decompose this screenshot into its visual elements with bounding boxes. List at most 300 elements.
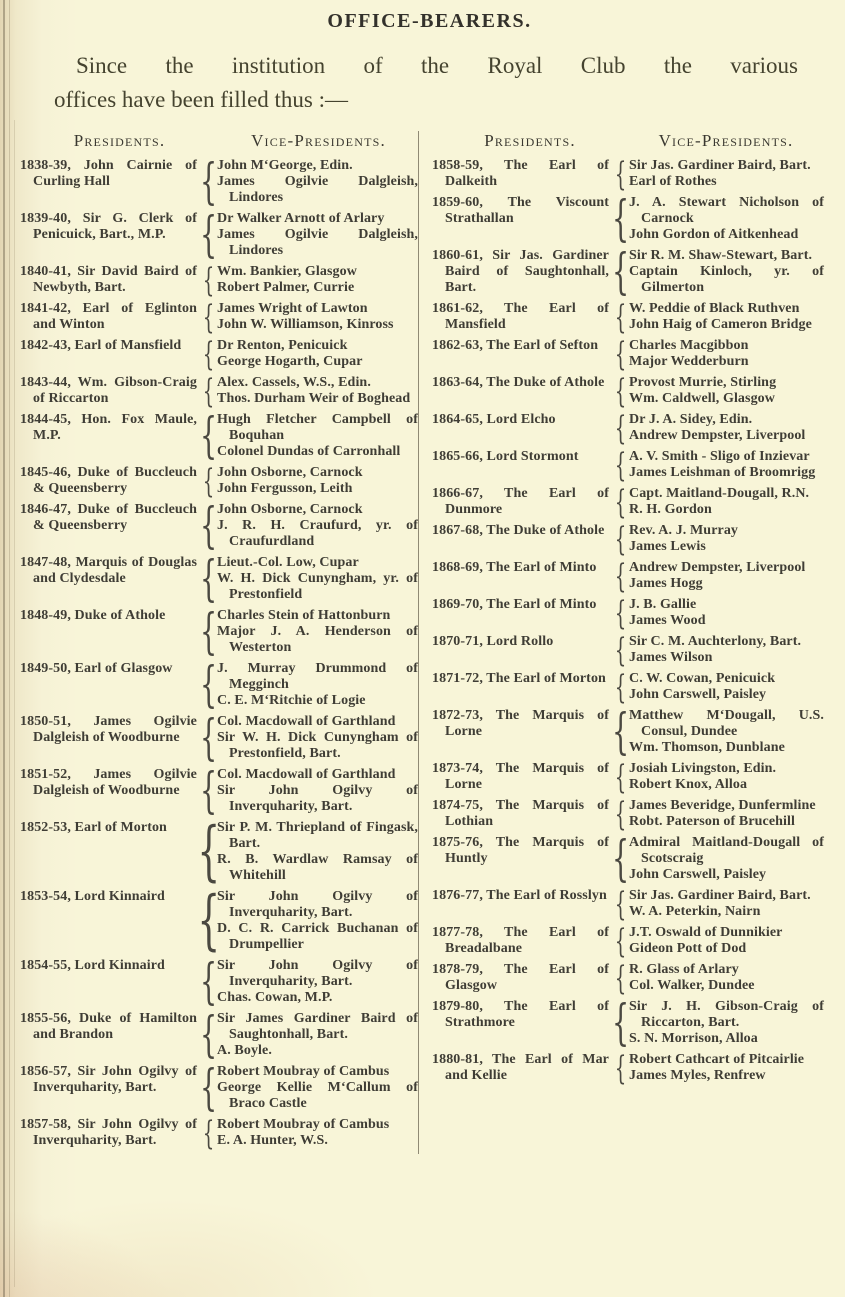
vice-president-name: Sir John Ogilvy of Inverquharity, Bart. <box>217 958 418 989</box>
president-cell: 1851-52, James Ogilvie Dalgleish of Woodburne <box>20 767 197 798</box>
table-row <box>432 408 824 447</box>
vice-president-list <box>215 555 418 603</box>
vice-president-name: Sir Jas. Gardiner Baird, Bart. <box>629 158 811 173</box>
brace-character: { <box>614 371 627 410</box>
vice-presidents-cell <box>199 953 418 1010</box>
brace-character: { <box>202 334 215 373</box>
brace-character: { <box>202 1113 215 1152</box>
vice-president-name: James Wilson <box>629 650 713 665</box>
president-cell: 1854-55, Lord Kinnaird <box>20 958 165 973</box>
table-row <box>20 709 418 766</box>
table-row <box>20 407 418 464</box>
president-cell: 1845-46, Duke of Buccleuch & Queensberry <box>20 465 197 496</box>
vice-president-name: Sir John Ogilvy of Inverquharity, Bart. <box>217 889 418 920</box>
vice-presidents-cell <box>614 757 824 796</box>
vice-presidents-cell <box>199 550 418 607</box>
vice-presidents-cell <box>614 371 824 410</box>
vice-president-list <box>627 962 824 994</box>
page-edge-line <box>9 0 10 1297</box>
vice-president-list <box>215 767 418 815</box>
vice-president-name: James Ogilvie Dalgleish, Lindores <box>217 227 418 258</box>
brace-character: { <box>611 703 630 760</box>
vice-presidents-cell <box>611 994 824 1051</box>
table-row <box>20 371 418 410</box>
vice-president-list <box>215 714 418 762</box>
table-row <box>20 1113 418 1152</box>
brace-glyph <box>614 371 627 410</box>
intro-paragraph <box>54 49 798 117</box>
vice-president-list <box>627 195 824 243</box>
vice-president-list <box>627 560 824 592</box>
table-row <box>432 1048 824 1087</box>
president-cell: 1856-57, Sir John Ogilvy of Inverquharity, Bart. <box>20 1064 197 1095</box>
brace-character: { <box>202 260 215 299</box>
president-cell: 1869-70, The Earl of Minto <box>432 597 597 612</box>
vice-president-name: John M‘George, Edin. <box>217 158 353 173</box>
vice-president-name: C. E. M‘Ritchie of Logie <box>217 693 366 708</box>
brace-character: { <box>202 461 215 500</box>
vice-president-list <box>215 889 418 953</box>
vice-presidents-header: Vice-Presidents. <box>251 131 386 150</box>
vice-president-list <box>215 465 418 497</box>
president-cell: 1850-51, James Ogilvie Dalgleish of Woodburne <box>20 714 197 745</box>
vice-president-list <box>627 761 824 793</box>
vice-presidents-cell <box>614 334 824 373</box>
vice-president-name: Sir James Gardiner Baird of Saughtonhall, Bart. <box>217 1011 418 1042</box>
president-cell: 1840-41, Sir David Baird of Newbyth, Bart. <box>20 264 197 295</box>
vice-president-name: Major J. A. Henderson of Westerton <box>217 624 418 655</box>
vice-presidents-cell <box>199 1006 418 1063</box>
vice-presidents-cell <box>614 556 824 595</box>
intro-line-2: offices have been filled thus :— <box>54 87 349 112</box>
brace-glyph <box>202 334 215 373</box>
vice-president-name: James Myles, Renfrew <box>629 1068 766 1083</box>
brace-character: { <box>199 153 218 210</box>
brace-glyph <box>611 703 630 760</box>
vice-presidents-cell <box>199 603 418 660</box>
president-cell: 1866-67, The Earl of Dunmore <box>432 486 609 517</box>
vice-president-name: Colonel Dundas of Carronhall <box>217 444 401 459</box>
brace-character: { <box>199 407 218 464</box>
brace-character: { <box>614 556 627 595</box>
right-column-headers <box>432 131 824 151</box>
vice-president-name: John Carswell, Paisley <box>629 687 767 702</box>
vice-president-list <box>627 486 824 518</box>
president-cell: 1861-62, The Earl of Mansfield <box>432 301 609 332</box>
vice-presidents-cell <box>197 883 418 958</box>
vice-president-name: R. H. Gordon <box>629 502 712 517</box>
brace-glyph <box>611 994 630 1051</box>
vice-president-name: J. Murray Drummond of Megginch <box>217 661 418 692</box>
page-edge-line <box>3 0 5 1297</box>
vice-president-name: Josiah Livingston, Edin. <box>629 761 777 776</box>
brace-character: { <box>614 667 627 706</box>
brace-character: { <box>199 1059 218 1116</box>
vice-president-list <box>627 248 824 296</box>
table-row <box>432 994 824 1051</box>
brace-glyph <box>611 190 630 247</box>
brace-glyph <box>202 260 215 299</box>
president-cell: 1859-60, The Viscount Strathallan <box>432 195 609 226</box>
brace-character: { <box>199 709 218 766</box>
president-cell: 1876-77, The Earl of Rosslyn <box>432 888 607 903</box>
intro-line-1: Since the institution of the Royal Club the various <box>76 53 798 78</box>
vice-presidents-cell <box>614 593 824 632</box>
president-cell: 1848-49, Duke of Athole <box>20 608 166 623</box>
vice-president-name: Sir John Ogilvy of Inverquharity, Bart. <box>217 783 418 814</box>
vice-president-name: Robt. Paterson of Brucehill <box>629 814 796 829</box>
brace-glyph <box>199 656 218 713</box>
vice-president-name: Thos. Durham Weir of Boghead <box>217 391 411 406</box>
president-cell: 1875-76, The Marquis of Huntly <box>432 835 609 866</box>
vice-president-list <box>627 835 824 883</box>
vice-president-name: John Carswell, Paisley <box>629 867 767 882</box>
presidents-header: Presidents. <box>484 131 576 150</box>
vice-president-name: Dr J. A. Sidey, Edin. <box>629 412 753 427</box>
brace-character: { <box>202 297 215 336</box>
vice-president-name: Chas. Cowan, M.P. <box>217 990 333 1005</box>
brace-character: { <box>199 953 218 1010</box>
vice-presidents-cell <box>199 709 418 766</box>
right-rows <box>432 154 824 1087</box>
table-row <box>20 953 418 1010</box>
vice-president-list <box>215 820 418 884</box>
brace-character: { <box>199 1006 218 1063</box>
brace-glyph <box>202 297 215 336</box>
vice-president-list <box>627 449 824 481</box>
vice-president-name: Col. Macdowall of Garthland <box>217 714 396 729</box>
brace-glyph <box>614 297 627 336</box>
vice-president-list <box>627 708 824 756</box>
president-cell: 1878-79, The Earl of Glasgow <box>432 962 609 993</box>
brace-character: { <box>197 883 220 958</box>
vice-presidents-cell <box>611 190 824 247</box>
left-table-half <box>20 131 418 1154</box>
vice-president-list <box>215 264 418 296</box>
brace-character: { <box>199 762 218 819</box>
president-cell: 1864-65, Lord Elcho <box>432 412 556 427</box>
vice-president-name: W. H. Dick Cunyngham, yr. of Prestonfield <box>217 571 418 602</box>
brace-character: { <box>614 1048 627 1087</box>
vice-president-name: Matthew M‘Dougall, U.S. Consul, Dundee <box>629 708 824 739</box>
president-cell: 1865-66, Lord Stormont <box>432 449 579 464</box>
vice-president-name: John Fergusson, Leith <box>217 481 353 496</box>
brace-glyph <box>614 667 627 706</box>
table-row <box>432 921 824 960</box>
vice-president-list <box>627 412 824 444</box>
table-row <box>432 958 824 997</box>
vice-president-name: Robert Cathcart of Pitcairlie <box>629 1052 805 1067</box>
vice-president-name: George Kellie M‘Callum of Braco Castle <box>217 1080 418 1111</box>
president-cell: 1880-81, The Earl of Mar and Kellie <box>432 1052 609 1083</box>
vice-president-name: John W. Williamson, Kinross <box>217 317 394 332</box>
table-row <box>20 1006 418 1063</box>
brace-glyph <box>614 556 627 595</box>
vice-president-name: Capt. Maitland-Dougall, R.N. <box>629 486 810 501</box>
brace-character: { <box>614 482 627 521</box>
vice-president-list <box>627 671 824 703</box>
vice-president-name: Major Wedderburn <box>629 354 749 369</box>
brace-glyph <box>202 461 215 500</box>
vice-presidents-cell <box>614 482 824 521</box>
president-cell: 1852-53, Earl of Morton <box>20 820 167 835</box>
brace-glyph <box>199 206 218 263</box>
vice-presidents-cell <box>199 1059 418 1116</box>
brace-glyph <box>614 445 627 484</box>
brace-glyph <box>614 519 627 558</box>
vice-president-name: Charles Macgibbon <box>629 338 749 353</box>
brace-character: { <box>614 408 627 447</box>
table-row <box>20 334 418 373</box>
table-row <box>432 243 824 300</box>
table-row <box>432 703 824 760</box>
table-row <box>432 297 824 336</box>
vice-president-name: C. W. Cowan, Penicuick <box>629 671 776 686</box>
brace-character: { <box>614 921 627 960</box>
president-cell: 1867-68, The Duke of Athole <box>432 523 605 538</box>
vice-president-name: Gideon Pott of Dod <box>629 941 747 956</box>
table-row <box>20 762 418 819</box>
brace-character: { <box>614 519 627 558</box>
left-rows <box>20 153 418 1152</box>
vice-presidents-cell <box>614 667 824 706</box>
vice-president-name: S. N. Morrison, Alloa <box>629 1031 758 1046</box>
brace-character: { <box>614 297 627 336</box>
brace-glyph <box>614 921 627 960</box>
brace-glyph <box>199 497 218 554</box>
brace-glyph <box>611 830 630 887</box>
brace-glyph <box>199 153 218 210</box>
page-edge-line <box>14 120 15 1287</box>
president-cell: 1849-50, Earl of Glasgow <box>20 661 173 676</box>
table-row <box>20 260 418 299</box>
vice-president-list <box>627 888 824 920</box>
vice-president-name: J.T. Oswald of Dunnikier <box>629 925 783 940</box>
vice-presidents-cell <box>611 243 824 300</box>
table-row <box>20 1059 418 1116</box>
table-row <box>432 630 824 669</box>
vice-president-name: Lieut.-Col. Low, Cupar <box>217 555 359 570</box>
vice-president-name: E. A. Hunter, W.S. <box>217 1133 328 1148</box>
vice-president-name: Sir R. M. Shaw-Stewart, Bart. <box>629 248 813 263</box>
vice-president-name: J. A. Stewart Nicholson of Carnock <box>629 195 824 226</box>
brace-glyph <box>614 630 627 669</box>
vice-presidents-cell <box>614 794 824 833</box>
president-cell: 1853-54, Lord Kinnaird <box>20 889 165 904</box>
vice-president-name: Rev. A. J. Murray <box>629 523 739 538</box>
table-row <box>20 814 418 889</box>
brace-character: { <box>199 550 218 607</box>
vice-president-name: James Hogg <box>629 576 703 591</box>
table-row <box>432 154 824 193</box>
vice-presidents-cell <box>199 407 418 464</box>
vice-presidents-cell <box>202 334 418 373</box>
vice-president-name: James Wood <box>629 613 706 628</box>
vice-presidents-cell <box>202 260 418 299</box>
vice-president-name: Captain Kinloch, yr. of Gilmerton <box>629 264 824 295</box>
table-row <box>432 334 824 373</box>
president-cell: 1858-59, The Earl of Dalkeith <box>432 158 609 189</box>
vice-president-list <box>215 412 418 460</box>
vice-president-name: R. Glass of Arlary <box>629 962 739 977</box>
brace-character: { <box>611 190 630 247</box>
vice-presidents-cell <box>611 830 824 887</box>
table-row <box>432 190 824 247</box>
vice-president-list <box>627 634 824 666</box>
vice-president-name: Sir P. M. Thriepland of Fingask, Bart. <box>217 820 418 851</box>
vice-president-name: A. V. Smith - Sligo of Inzievar <box>629 449 810 464</box>
brace-glyph <box>199 550 218 607</box>
brace-character: { <box>199 656 218 713</box>
vice-president-list <box>215 502 418 550</box>
vice-president-name: James Wright of Lawton <box>217 301 368 316</box>
brace-character: { <box>611 243 630 300</box>
brace-glyph <box>197 883 220 958</box>
table-row <box>432 667 824 706</box>
vice-presidents-cell <box>614 630 824 669</box>
vice-president-name: Robert Knox, Alloa <box>629 777 748 792</box>
vice-president-list <box>215 608 418 656</box>
vice-president-name: Admiral Maitland-Dougall of Scotscraig <box>629 835 824 866</box>
president-cell: 1846-47, Duke of Buccleuch & Queensberry <box>20 502 197 533</box>
vice-president-list <box>627 523 824 555</box>
vice-presidents-cell <box>202 1113 418 1152</box>
brace-glyph <box>202 371 215 410</box>
president-cell: 1870-71, Lord Rollo <box>432 634 554 649</box>
brace-character: { <box>614 445 627 484</box>
president-cell: 1873-74, The Marquis of Lorne <box>432 761 609 792</box>
brace-character: { <box>614 334 627 373</box>
vice-president-list <box>627 999 824 1047</box>
table-row <box>432 830 824 887</box>
brace-glyph <box>614 1048 627 1087</box>
table-row <box>20 883 418 958</box>
vice-president-name: Wm. Bankier, Glasgow <box>217 264 357 279</box>
vice-presidents-cell <box>199 206 418 263</box>
presidents-header: Presidents. <box>73 131 166 150</box>
brace-glyph <box>199 709 218 766</box>
brace-character: { <box>614 593 627 632</box>
vice-president-list <box>215 1064 418 1112</box>
vice-president-name: Provost Murrie, Stirling <box>629 375 777 390</box>
vice-presidents-cell <box>614 921 824 960</box>
president-cell: 1877-78, The Earl of Breadalbane <box>432 925 609 956</box>
vice-president-list <box>627 1052 824 1084</box>
vice-president-name: Col. Walker, Dundee <box>629 978 755 993</box>
brace-glyph <box>199 762 218 819</box>
vice-president-list <box>215 661 418 709</box>
table-row <box>20 461 418 500</box>
brace-glyph <box>197 814 220 889</box>
brace-character: { <box>199 206 218 263</box>
right-table-half <box>418 131 824 1154</box>
vice-president-name: W. Peddie of Black Ruthven <box>629 301 800 316</box>
vice-president-list <box>215 1011 418 1059</box>
president-cell: 1874-75, The Marquis of Lothian <box>432 798 609 829</box>
vice-president-name: Earl of Rothes <box>629 174 717 189</box>
left-column-headers <box>20 131 418 151</box>
vice-president-list <box>627 301 824 333</box>
vice-president-name: Robert Palmer, Currie <box>217 280 355 295</box>
vice-president-name: Sir J. H. Gibson-Craig of Riccarton, Bart. <box>629 999 824 1030</box>
brace-character: { <box>199 497 218 554</box>
vice-president-name: Dr Walker Arnott of Arlary <box>217 211 385 226</box>
table-row <box>20 603 418 660</box>
table-row <box>432 371 824 410</box>
brace-glyph <box>199 1059 218 1116</box>
brace-glyph <box>199 603 218 660</box>
brace-character: { <box>614 630 627 669</box>
table-row <box>432 794 824 833</box>
brace-character: { <box>614 884 627 923</box>
vice-president-list <box>215 158 418 206</box>
vice-president-name: George Hogarth, Cupar <box>217 354 363 369</box>
vice-president-list <box>627 597 824 629</box>
vice-president-list <box>215 301 418 333</box>
table-row <box>432 519 824 558</box>
brace-glyph <box>614 334 627 373</box>
vice-president-name: Col. Macdowall of Garthland <box>217 767 396 782</box>
vice-presidents-cell <box>197 814 418 889</box>
brace-glyph <box>614 794 627 833</box>
brace-glyph <box>614 958 627 997</box>
brace-glyph <box>614 593 627 632</box>
vice-president-name: Charles Stein of Hattonburn <box>217 608 391 623</box>
page-title: OFFICE-BEARERS. <box>327 10 532 32</box>
president-cell: 1847-48, Marquis of Douglas and Clydesdale <box>20 555 197 586</box>
vice-president-name: Sir W. H. Dick Cunyngham of Prestonfield, Bart. <box>217 730 418 761</box>
vice-presidents-cell <box>199 153 418 210</box>
brace-glyph <box>614 884 627 923</box>
vice-president-name: A. Boyle. <box>217 1043 272 1058</box>
vice-president-name: James Ogilvie Dalgleish, Lindores <box>217 174 418 205</box>
vice-president-name: Robert Moubray of Cambus <box>217 1117 390 1132</box>
vice-president-name: Andrew Dempster, Liverpool <box>629 428 806 443</box>
president-cell: 1838-39, John Cairnie of Curling Hall <box>20 158 197 189</box>
vice-president-name: Robert Moubray of Cambus <box>217 1064 390 1079</box>
vice-president-name: R. B. Wardlaw Ramsay of Whitehill <box>217 852 418 883</box>
vice-president-list <box>627 798 824 830</box>
brace-character: { <box>614 794 627 833</box>
vice-president-list <box>215 211 418 259</box>
vice-president-list <box>215 338 418 370</box>
president-cell: 1879-80, The Earl of Strathmore <box>432 999 609 1030</box>
office-bearers-table <box>20 131 839 1154</box>
brace-character: { <box>614 958 627 997</box>
vice-presidents-cell <box>611 703 824 760</box>
brace-glyph <box>614 482 627 521</box>
vice-presidents-cell <box>614 1048 824 1087</box>
vice-presidents-cell <box>199 656 418 713</box>
brace-glyph <box>199 1006 218 1063</box>
vice-president-name: James Lewis <box>629 539 706 554</box>
vice-president-name: James Beveridge, Dunfermline <box>629 798 816 813</box>
brace-glyph <box>614 757 627 796</box>
vice-president-name: Hugh Fletcher Campbell of Boquhan <box>217 412 418 443</box>
vice-presidents-cell <box>614 445 824 484</box>
vice-presidents-cell <box>614 408 824 447</box>
brace-glyph <box>202 1113 215 1152</box>
vice-president-list <box>215 1117 418 1149</box>
vice-presidents-cell <box>199 497 418 554</box>
president-cell: 1844-45, Hon. Fox Maule, M.P. <box>20 412 197 443</box>
vice-presidents-cell <box>202 297 418 336</box>
vice-president-name: Sir Jas. Gardiner Baird, Bart. <box>629 888 811 903</box>
table-row <box>432 593 824 632</box>
president-cell: 1857-58, Sir John Ogilvy of Inverquharity, Bart. <box>20 1117 197 1148</box>
vice-president-list <box>627 338 824 370</box>
vice-presidents-cell <box>614 154 824 193</box>
